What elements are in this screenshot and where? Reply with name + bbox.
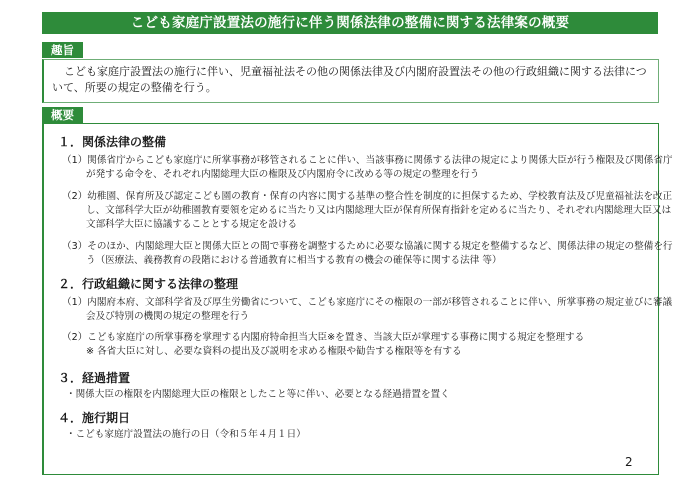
section-2-item-2: （2）こども家庭庁の所掌事務を掌理する内閣府特命担当大臣※を置き、当該大臣が掌理する事務に関する規定を整理する <box>62 332 585 343</box>
section-heading-1: １．関係法律の整備 <box>58 135 167 149</box>
overview-box <box>42 123 673 475</box>
section-4-item-1: ・こども家庭庁設置法の施行の日（令和５年４月１日） <box>66 429 306 440</box>
purpose-text: こども家庭庁設置法の施行に伴い、児童福祉法その他の関係法律及び内閣府設置法その他の行政組織に関する法律について、所要の規定の整備を行う。 <box>52 65 647 94</box>
section-1-item-2: （2）幼稚園、保育所及び認定こども園の教育・保育の内容に関する基準の整合性を制度的に担保するため、学校教育法及び児童福祉法を改正し、文部科学大臣が幼稚園教育要領を定めるに当たり又は内閣総理大臣が保育所保育指針を定めるに当たり、それぞれ内閣総理大臣又は文部科学大臣に協議することとする規定を設ける <box>62 191 673 230</box>
section-1-item-3: （3）そのほか、内閣総理大臣と関係大臣との間で事務を調整するために必要な協議に関する規定を整備するなど、関係法律の規定の整備を行う（医療法、義務教育の段階における普通教育に相当する教育の機会の確保等に関する法律 等） <box>62 241 673 266</box>
section-1-item-1: （1）関係省庁からこども家庭庁に所掌事務が移管されることに伴い、当該事務に関係する法律の規定により関係大臣が行う権限及び関係省庁が発する命令を、それぞれ内閣総理大臣の権限及び内閣府令に改める等の規定の整理を行う <box>62 155 673 180</box>
page-number: 2 <box>625 455 633 469</box>
section-2-note: ※ 各省大臣に対し、必要な資料の提出及び説明を求める権限や勧告する権限等を有する <box>86 346 462 357</box>
purpose-label: 趣旨 <box>42 42 83 58</box>
section-heading-4: ４．施行期日 <box>58 411 131 425</box>
purpose-box <box>42 59 659 103</box>
section-3-item-1: ・関係大臣の権限を内閣総理大臣の権限としたこと等に伴い、必要となる経過措置を置く <box>66 389 450 400</box>
section-heading-3: ３．経過措置 <box>58 371 131 385</box>
section-heading-2: ２．行政組織に関する法律の整理 <box>58 277 239 291</box>
section-2-item-1: （1）内閣府本府、文部科学省及び厚生労働省について、こども家庭庁にその権限の一部が移管されることに伴い、所掌事務の規定並びに審議会及び特別の機関の規定の整理を行う <box>62 297 673 322</box>
overview-label: 概要 <box>42 107 83 123</box>
page-title: こども家庭庁設置法の施行に伴う関係法律の整備に関する法律案の概要 <box>42 12 658 34</box>
